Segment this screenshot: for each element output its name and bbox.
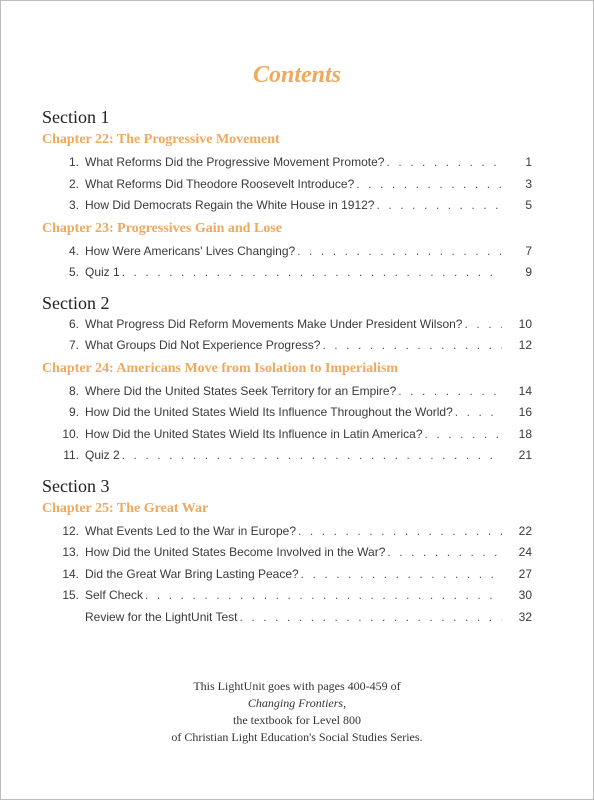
- dot-leader: [356, 174, 502, 196]
- toc-entry: [42, 424, 532, 446]
- toc-entry: [42, 521, 532, 543]
- chapter-heading: Chapter 25: The Great War: [42, 500, 209, 516]
- entry-title: What Progress Did Reform Movements Make Under President Wilson?: [85, 316, 463, 331]
- entry-page-number: 10: [518, 316, 532, 331]
- entry-number: 3.: [68, 198, 79, 212]
- toc-entry: [42, 381, 532, 403]
- entry-number: 2.: [68, 176, 79, 191]
- entry-page-number: 27: [518, 566, 532, 581]
- entry-title: How Did the United States Become Involved in the War?: [85, 545, 386, 559]
- toc-entry: [42, 314, 532, 336]
- entry-title: How Did Democrats Regain the White House in 1912?: [85, 198, 375, 212]
- entry-number: 12.: [62, 523, 79, 538]
- entry-page-number: 16: [518, 405, 532, 419]
- entry-page-number: 3: [525, 176, 532, 191]
- entry-title: How Did the United States Wield Its Influence in Latin America?: [85, 426, 423, 441]
- footer-note: [0, 678, 594, 746]
- entry-title: How Did the United States Wield Its Influence Throughout the World?: [85, 405, 453, 419]
- entry-page-number: 9: [525, 265, 532, 279]
- entry-page-number: 14: [518, 383, 532, 398]
- entry-title: Quiz 2: [85, 448, 120, 462]
- dot-leader: [398, 381, 502, 403]
- toc-entry: [42, 174, 532, 196]
- entry-page-number: 32: [518, 609, 532, 624]
- dot-leader: [122, 262, 502, 284]
- toc-entry: [42, 152, 532, 174]
- entry-number: 8.: [68, 383, 79, 398]
- dot-leader: [455, 402, 502, 424]
- toc-entry: [42, 335, 532, 357]
- toc-entry: [42, 241, 532, 263]
- dot-leader: [240, 607, 502, 629]
- entry-page-number: 30: [518, 588, 532, 602]
- chapter-heading: Chapter 24: Americans Move from Isolation to Imperialism: [42, 360, 399, 376]
- entry-number: 6.: [68, 316, 79, 331]
- entry-title: Where Did the United States Seek Territory for an Empire?: [85, 383, 397, 398]
- section-heading: Section 2: [42, 292, 110, 313]
- entry-page-number: 7: [525, 243, 532, 258]
- dot-leader: [376, 195, 502, 217]
- page-title: Contents: [252, 62, 342, 88]
- footer-note-book-title: Changing Frontiers,: [247, 696, 347, 710]
- section-heading: Section 1: [42, 107, 110, 127]
- entry-number: 4.: [68, 243, 79, 258]
- entry-page-number: 24: [518, 545, 532, 559]
- toc-entry: [42, 542, 532, 564]
- entry-title: What Reforms Did the Progressive Movement Promote?: [85, 155, 385, 169]
- toc-entry: [42, 607, 532, 629]
- entry-number: 14.: [62, 566, 79, 581]
- dot-leader: [322, 335, 502, 357]
- entry-title: Self Check: [85, 588, 144, 602]
- entry-number: 9.: [68, 405, 79, 419]
- entry-page-number: 1: [525, 155, 532, 169]
- entry-number: 7.: [68, 338, 79, 352]
- dot-leader: [386, 152, 502, 174]
- dot-leader: [145, 585, 502, 607]
- dot-leader: [298, 521, 502, 543]
- footer-note-line: This LightUnit goes with pages 400-459 of: [193, 679, 401, 693]
- dot-leader: [425, 424, 503, 446]
- entry-title: How Were Americans' Lives Changing?: [85, 243, 296, 258]
- entry-number: 13.: [62, 545, 79, 559]
- entry-page-number: 5: [525, 198, 532, 212]
- toc-entry: [42, 402, 532, 424]
- dot-leader: [122, 445, 502, 467]
- toc-entry: [42, 585, 532, 607]
- toc-entry: [42, 195, 532, 217]
- entry-title: Review for the LightUnit Test: [85, 609, 238, 624]
- dot-leader: [297, 241, 502, 263]
- entry-title: Quiz 1: [85, 265, 120, 279]
- toc-entry: [42, 262, 532, 284]
- table-of-contents: [42, 106, 532, 628]
- entry-title: What Groups Did Not Experience Progress?: [85, 338, 321, 352]
- toc-entry: [42, 564, 532, 586]
- entry-title: What Events Led to the War in Europe?: [85, 523, 297, 538]
- entry-number: 5.: [68, 265, 79, 279]
- dot-leader: [387, 542, 502, 564]
- entry-page-number: 12: [518, 338, 532, 352]
- entry-page-number: 21: [518, 448, 532, 462]
- entry-page-number: 22: [518, 523, 532, 538]
- entry-title: What Reforms Did Theodore Roosevelt Introduce?: [85, 176, 355, 191]
- entry-number: 11.: [63, 448, 79, 462]
- section-heading: Section 3: [42, 475, 110, 496]
- entry-number: 10.: [62, 426, 79, 441]
- entry-number: 1.: [68, 155, 79, 169]
- footer-note-line: the textbook for Level 800: [233, 713, 361, 727]
- chapter-heading: Chapter 23: Progressives Gain and Lose: [42, 220, 282, 236]
- entry-page-number: 18: [518, 426, 532, 441]
- chapter-heading: Chapter 22: The Progressive Movement: [42, 132, 280, 147]
- dot-leader: [464, 314, 502, 336]
- toc-entry: [42, 445, 532, 467]
- entry-number: 15.: [62, 588, 79, 602]
- entry-title: Did the Great War Bring Lasting Peace?: [85, 566, 299, 581]
- footer-note-line: of Christian Light Education's Social Studies Series.: [171, 730, 423, 744]
- dot-leader: [301, 564, 502, 586]
